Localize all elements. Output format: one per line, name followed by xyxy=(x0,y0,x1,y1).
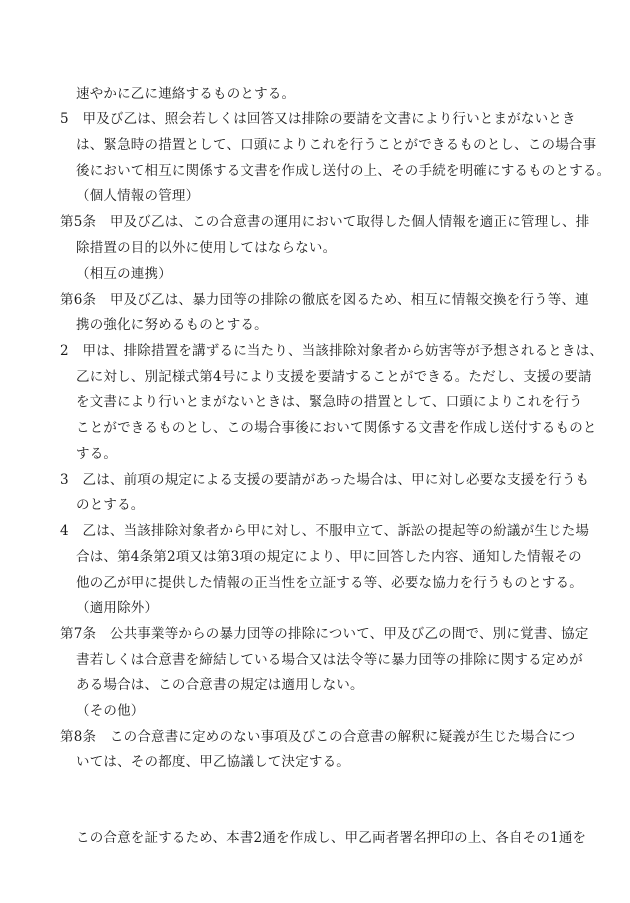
text-line: 3 乙は、前項の規定による支援の要請があった場合は、甲に対し必要な支援を行うも xyxy=(60,472,590,488)
section-heading: （相互の連携） xyxy=(76,266,172,282)
article-heading-7: 第7条 公共事業等からの暴力団等の排除について、甲及び乙の間で、別に覚書、協定 xyxy=(60,626,589,642)
text-line: 後において相互に関係する文書を作成し送付の上、その手続を明確にするものとする。 xyxy=(76,163,611,179)
article-heading-8: 第8条 この合意書に定めのない事項及びこの合意書の解釈に疑義が生じた場合につ xyxy=(60,729,576,745)
text-line: 5 甲及び乙は、照会若しくは回答又は排除の要請を文書により行いとまがないとき xyxy=(60,111,576,127)
text-line: を文書により行いとまがないときは、緊急時の措置として、口頭によりこれを行う xyxy=(76,394,583,410)
text-line: は、緊急時の措置として、口頭によりこれを行うことができるものとし、この場合事 xyxy=(76,137,597,153)
text-line: ある場合は、この合意書の規定は適用しない。 xyxy=(76,677,364,693)
text-line: 乙に対し、別記様式第4号により支援を要請することができる。ただし、支援の要請 xyxy=(76,369,592,385)
section-heading: （その他） xyxy=(76,703,145,719)
text-line: 携の強化に努めるものとする。 xyxy=(76,317,268,333)
text-line: のとする。 xyxy=(76,497,145,513)
closing-line: この合意を証するため、本書2通を作成し、甲乙両者署名押印の上、各自その1通を xyxy=(76,830,587,846)
article-heading-5: 第5条 甲及び乙は、この合意書の運用において取得した個人情報を適正に管理し、排 xyxy=(60,214,590,230)
text-line: する。 xyxy=(76,446,118,462)
text-line: 2 甲は、排除措置を講ずるに当たり、当該排除対象者から妨害等が予想されるときは、 xyxy=(60,343,604,359)
text-line: 合は、第4条第2項又は第3項の規定により、甲に回答した内容、通知した情報その xyxy=(76,549,582,565)
text-line: いては、その都度、甲乙協議して決定する。 xyxy=(76,754,350,770)
text-line: 除措置の目的以外に使用してはならない。 xyxy=(76,240,337,256)
text-line: 書若しくは合意書を締結している場合又は法令等に暴力団等の排除に関する定めが xyxy=(76,652,583,668)
section-heading: （適用除外） xyxy=(76,600,159,616)
section-heading: （個人情報の管理） xyxy=(76,188,200,204)
text-line: 他の乙が甲に提供した情報の正当性を立証する等、必要な協力を行うものとする。 xyxy=(76,575,583,591)
article-heading-6: 第6条 甲及び乙は、暴力団等の排除の徹底を図るため、相互に情報交換を行う等、連 xyxy=(60,292,589,308)
text-line: 速やかに乙に連絡するものとする。 xyxy=(76,86,296,102)
text-line: ことができるものとし、この場合事後において関係する文書を作成し送付するものと xyxy=(76,420,597,436)
text-line: 4 乙は、当該排除対象者から甲に対し、不服申立て、訴訟の提起等の紛議が生じた場 xyxy=(60,523,590,539)
